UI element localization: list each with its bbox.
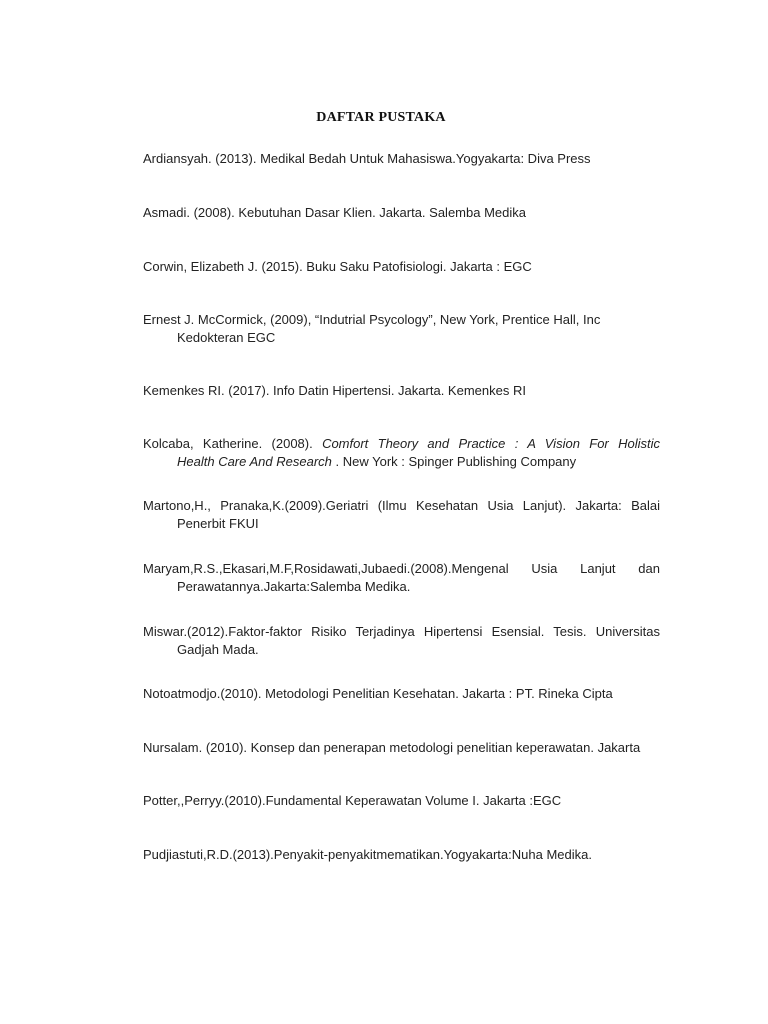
reference-text-continued: Penerbit FKUI [177,516,259,531]
reference-book-title: Comfort Theory and Practice : A Vision For Holistic [322,436,660,451]
reference-entry [143,150,660,168]
reference-entry [143,846,660,864]
reference-text: Potter,,Perryy.(2010).Fundamental Keperawatan Volume I. Jakarta :EGC [143,793,562,808]
page-title: DAFTAR PUSTAKA [316,110,446,125]
reference-line [143,435,660,453]
reference-entry [143,560,660,596]
reference-entry [143,435,660,471]
reference-book-title-continued: Health Care And Research [177,454,332,469]
reference-text: Martono,H., Pranaka,K.(2009).Geriatri (Ilmu Kesehatan Usia Lanjut). Jakarta: Balai [143,498,660,513]
reference-entry [143,497,660,533]
reference-text-continued: Kedokteran EGC [177,330,276,345]
reference-text: Corwin, Elizabeth J. (2015). Buku Saku Patofisiologi. Jakarta : EGC [143,259,532,274]
reference-entry [143,311,660,347]
reference-author-year: Kolcaba, Katherine. (2008). [143,436,323,451]
reference-entry [143,739,660,757]
reference-text-continued: Gadjah Mada. [177,642,259,657]
reference-text: Maryam,R.S.,Ekasari,M.F,Rosidawati,Jubaedi.(2008).Mengenal Usia Lanjut dan [143,561,660,576]
reference-text: Ardiansyah. (2013). Medikal Bedah Untuk Mahasiswa.Yogyakarta: Diva Press [143,151,591,166]
reference-entry [143,258,660,276]
reference-line-continued [143,453,660,471]
reference-text: Pudjiastuti,R.D.(2013).Penyakit-penyakitmematikan.Yogyakarta:Nuha Medika. [143,847,592,862]
reference-text: Ernest J. McCormick, (2009), “Indutrial Psycology”, New York, Prentice Hall, Inc [143,312,601,327]
reference-publisher: . New York : Spinger Publishing Company [331,454,577,469]
reference-entry [143,792,660,810]
reference-text: Asmadi. (2008). Kebutuhan Dasar Klien. Jakarta. Salemba Medika [143,205,526,220]
reference-entry [143,623,660,659]
reference-text: Kemenkes RI. (2017). Info Datin Hipertensi. Jakarta. Kemenkes RI [143,383,526,398]
reference-text-continued: Perawatannya.Jakarta:Salemba Medika. [177,579,411,594]
reference-entry [143,382,660,400]
reference-entry [143,685,660,703]
reference-entry [143,204,660,222]
reference-text: Notoatmodjo.(2010). Metodologi Penelitian Kesehatan. Jakarta : PT. Rineka Cipta [143,686,613,701]
reference-text: Nursalam. (2010). Konsep dan penerapan metodologi penelitian keperawatan. Jakarta [143,740,641,755]
reference-text: Miswar.(2012).Faktor-faktor Risiko Terjadinya Hipertensi Esensial. Tesis. Universitas [143,624,660,639]
